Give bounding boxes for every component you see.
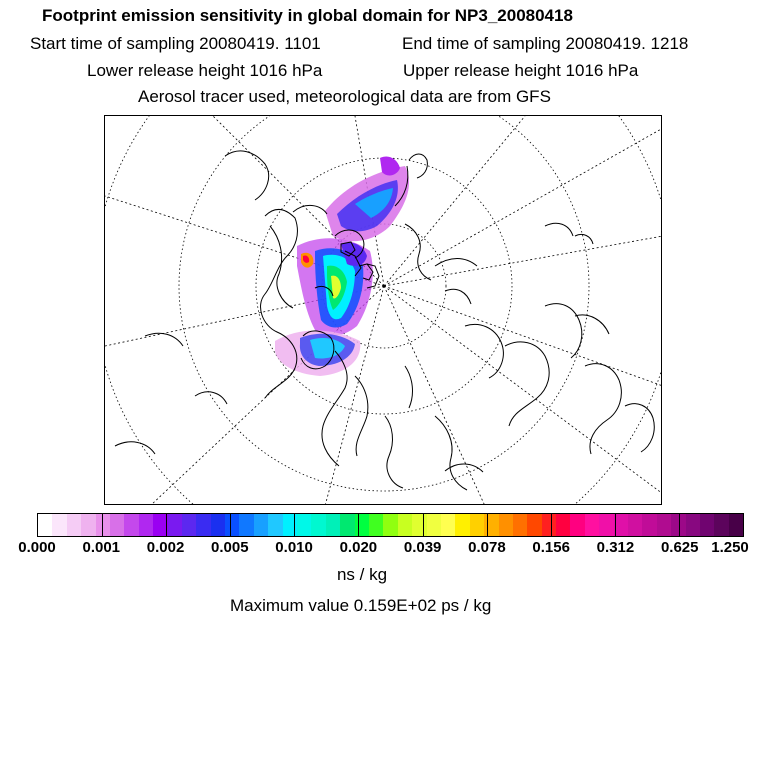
colorbar-swatch	[340, 514, 354, 536]
colorbar-divider	[230, 514, 231, 536]
upper-release-text: Upper release height 1016 hPa	[403, 61, 639, 80]
colorbar-tick-label: 0.078	[468, 539, 506, 556]
colorbar-divider	[615, 514, 616, 536]
colorbar-swatch	[67, 514, 81, 536]
polar-map	[105, 116, 662, 505]
colorbar-tick-label: 0.039	[403, 539, 442, 556]
colorbar-swatch	[527, 514, 541, 536]
colorbar-divider	[102, 514, 103, 536]
meridian	[384, 236, 662, 286]
colorbar-divider	[487, 514, 488, 536]
colorbar-tick-label: 1.250	[711, 539, 749, 556]
colorbar-swatch	[556, 514, 570, 536]
colorbar-swatch	[268, 514, 282, 536]
colorbar-swatch	[196, 514, 210, 536]
release-heights	[87, 61, 768, 81]
colorbar-swatch	[52, 514, 66, 536]
colorbar-swatch	[38, 514, 52, 536]
colorbar-divider	[423, 514, 424, 536]
meridian	[384, 286, 662, 494]
colorbar-swatch	[585, 514, 599, 536]
colorbar-swatch	[714, 514, 728, 536]
colorbar-swatch	[499, 514, 513, 536]
colorbar-swatch	[628, 514, 642, 536]
colorbar-swatch	[657, 514, 671, 536]
colorbar-swatch	[686, 514, 700, 536]
colorbar-swatch	[311, 514, 325, 536]
colorbar-swatch	[355, 514, 369, 536]
colorbar-tick-label: 0.010	[275, 539, 313, 556]
maximum-value-text: Maximum value 0.159E+02 ps / kg	[230, 596, 492, 615]
colorbar-swatch	[326, 514, 340, 536]
end-sampling-text: End time of sampling 20080419. 1218	[402, 34, 689, 53]
colorbar-tick-label: 0.156	[532, 539, 570, 556]
colorbar-divider	[358, 514, 359, 536]
colorbar-units: ns / kg	[336, 565, 388, 584]
colorbar-divider	[166, 514, 167, 536]
colorbar-tick-label: 0.005	[211, 539, 249, 556]
colorbar-swatch	[139, 514, 153, 536]
map-panel	[104, 115, 662, 505]
colorbar-swatch	[182, 514, 196, 536]
colorbar-swatch	[110, 514, 124, 536]
meridian	[384, 286, 662, 386]
colorbar-tick-label: 0.001	[82, 539, 121, 556]
emission-sensitivity-plume	[275, 156, 409, 376]
aerosol-note: Aerosol tracer used, meteorological data are from GFS	[138, 87, 551, 106]
colorbar-swatch	[412, 514, 426, 536]
lower-release-text: Lower release height 1016 hPa	[87, 61, 323, 80]
colorbar-tick-label: 0.312	[596, 539, 635, 556]
colorbar-swatch	[427, 514, 441, 536]
colorbar-swatch	[211, 514, 225, 536]
colorbar-swatch	[369, 514, 383, 536]
colorbar-tick-label: 0.020	[339, 539, 378, 556]
colorbar-swatch	[168, 514, 182, 536]
plot-title: Footprint emission sensitivity in global domain for NP3_20080418	[42, 6, 573, 25]
meridian	[384, 128, 662, 286]
colorbar-swatch	[729, 514, 743, 536]
meridian	[384, 116, 525, 286]
sampling-times	[30, 34, 768, 54]
colorbar-swatch	[225, 514, 239, 536]
colorbar-swatch	[642, 514, 656, 536]
colorbar-divider	[294, 514, 295, 536]
colorbar-tick-label: 0.002	[146, 539, 185, 556]
colorbar-swatch	[124, 514, 138, 536]
colorbar-divider	[679, 514, 680, 536]
start-sampling-text: Start time of sampling 20080419. 1101	[30, 34, 321, 53]
colorbar-swatch	[570, 514, 584, 536]
colorbar-tick-label: 0.625	[660, 539, 699, 556]
colorbar-swatch	[383, 514, 397, 536]
colorbar-swatch	[542, 514, 556, 536]
colorbar-swatch	[441, 514, 455, 536]
colorbar-divider	[551, 514, 552, 536]
colorbar-swatch	[239, 514, 253, 536]
colorbar-swatch	[297, 514, 311, 536]
colorbar-swatch	[455, 514, 469, 536]
colorbar-swatch	[81, 514, 95, 536]
colorbar	[37, 513, 744, 537]
colorbar-swatch	[254, 514, 268, 536]
colorbar-swatch	[599, 514, 613, 536]
colorbar-swatch	[513, 514, 527, 536]
colorbar-tick-label: 0.000	[18, 539, 56, 556]
colorbar-swatch	[700, 514, 714, 536]
colorbar-swatch	[470, 514, 484, 536]
colorbar-swatch	[398, 514, 412, 536]
